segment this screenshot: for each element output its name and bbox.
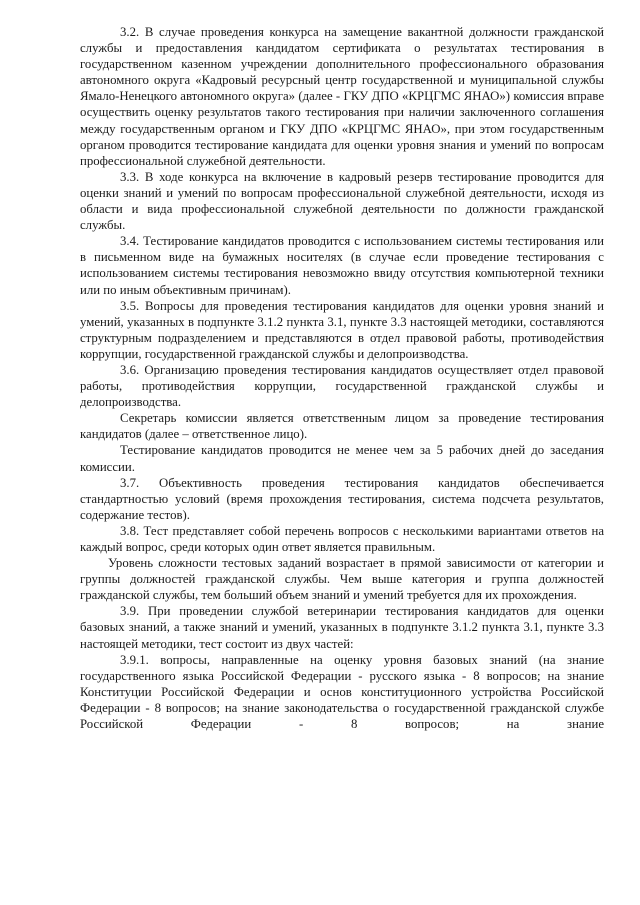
paragraph-secretary: Секретарь комиссии является ответственным лицом за проведение тестирования кандидатов (далее – ответственное лицо). — [80, 411, 604, 442]
paragraph-3-9-1: 3.9.1. вопросы, направленные на оценку уровня базовых знаний (на знание государственного языка Российской Федерации - русского языка - 8 вопросов; на знание Конституции Российской Федерации и основ конституционного устройства Российской Федерации - 8 вопросов; на знание законодательства о государственной гражданской службе Российской Федерации - 8 вопросов; на знание — [80, 652, 604, 732]
paragraph-3-6: 3.6. Организацию проведения тестирования кандидатов осуществляет отдел правовой работы, противодействия коррупции, государственной гражданской службы и делопроизводства. — [80, 362, 604, 410]
paragraph-3-7: 3.7. Объективность проведения тестирования кандидатов обеспечивается стандартностью условий (время прохождения тестирования, система подсчета результатов, содержание тестов). — [80, 475, 604, 522]
paragraph-3-9: 3.9. При проведении службой ветеринарии тестирования кандидатов для оценки базовых знаний, а также знаний и умений, указанных в подпункте 3.1.2 пункта 3.1, пункте 3.3 настоящей методики, тест состоит из двух частей: — [80, 604, 604, 651]
paragraph-difficulty-level: Уровень сложности тестовых заданий возрастает в прямой зависимости от категории и группы должностей гражданской службы. Чем выше категория и группа должностей гражданской службы, тем больший объем знаний и умений требуется для их прохождения. — [80, 556, 604, 603]
paragraph-3-8: 3.8. Тест представляет собой перечень вопросов с несколькими вариантами ответов на каждый вопрос, среди которых один ответ является правильным. — [80, 523, 604, 554]
paragraph-3-3: 3.3. В ходе конкурса на включение в кадровый резерв тестирование проводится для оценки знаний и умений по вопросам профессиональной служебной деятельности, исходя из области и вида профессиональной служебной деятельности по должности гражданской службы. — [80, 169, 604, 233]
paragraph-3-5: 3.5. Вопросы для проведения тестирования кандидатов для оценки уровня знаний и умений, указанных в подпункте 3.1.2 пункта 3.1, пункте 3.3 настоящей методики, составляются структурным подразделением и представляются в отдел правовой работы, противодействия коррупции, государственной гражданской службы и делопроизводства. — [80, 298, 604, 361]
paragraph-testing-deadline: Тестирование кандидатов проводится не менее чем за 5 рабочих дней до заседания комиссии. — [80, 443, 604, 474]
document-page — [80, 24, 604, 732]
paragraph-3-4: 3.4. Тестирование кандидатов проводится с использованием системы тестирования или в письменном виде на бумажных носителях (в случае если проведение тестирования с использованием системы тестирования невозможно ввиду отсутствия компьютерной техники или по иным объективным причинам). — [80, 234, 604, 297]
paragraph-3-2: 3.2. В случае проведения конкурса на замещение вакантной должности гражданской службы и предоставления кандидатом сертификата о результатах тестирования в государственном казенном учреждении дополнительного профессионального образования автономного округа «Кадровый ресурсный центр государственной и муниципальной службы Ямало-Ненецкого автономного округа» (далее - ГКУ ДПО «КРЦГМС ЯНАО») комиссия вправе осуществить оценку результатов такого тестирования при наличии заключенного соглашения между государственным органом и ГКУ ДПО «КРЦГМС ЯНАО», при этом государственным органом проводится тестирование кандидата для оценки уровня знания и умений по вопросам профессиональной служебной деятельности. — [80, 25, 604, 168]
